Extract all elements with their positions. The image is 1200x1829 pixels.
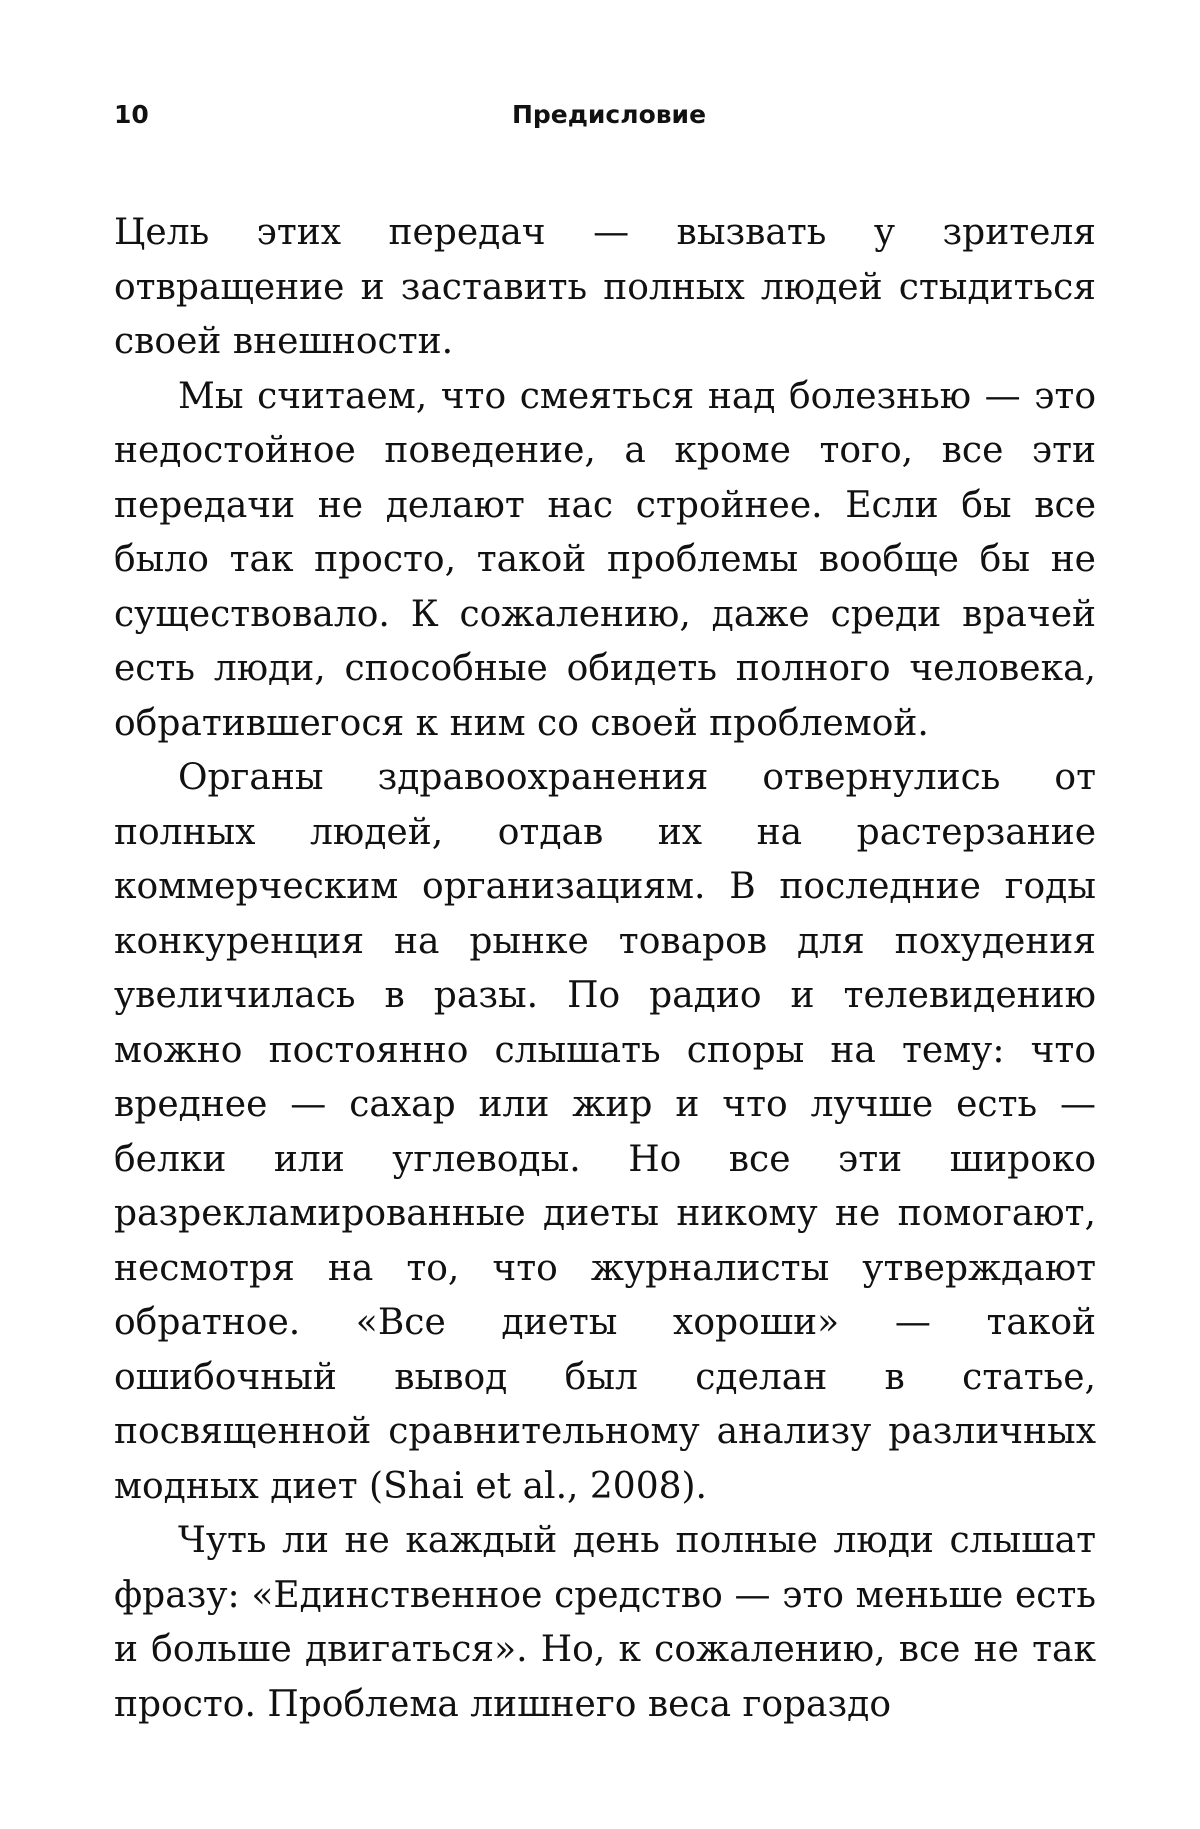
page-header [114, 100, 1104, 140]
paragraph: Цель этих передач — вызвать у зрителя отвращение и заставить полных людей стыдиться своей внешности. [114, 212, 1096, 362]
paragraph: Чуть ли не каждый день полные люди слышат фразу: «Единственное средство — это меньше есть и больше двигаться». Но, к сожалению, все не так просто. Проблема лишнего веса гораздо [114, 1520, 1096, 1725]
body-text [114, 206, 1096, 1732]
running-head: Предисловие [511, 100, 707, 129]
page-number: 10 [114, 100, 149, 129]
paragraph: Мы считаем, что смеяться над болезнью — это недостойное поведение, а кроме того, все эти передачи не делают нас стройнее. Если бы все было так просто, такой проблемы вообще бы не существовало. К сожалению, даже среди врачей есть люди, способные обидеть полного человека, обратившегося к ним со своей проблемой. [114, 375, 1096, 744]
paragraph: Органы здравоохранения отвернулись от полных людей, отдав их на растерзание коммерческим организациям. В последние годы конкуренция на рынке товаров для похудения увеличилась в разы. По радио и телевидению можно постоянно слышать споры на тему: что вреднее — сахар или жир и что лучше есть — белки или углеводы. Но все эти широко разрекламированные диеты никому не помогают, несмотря на то, что журналисты утверждают обратное. «Все диеты хороши» — такой ошибочный вывод был сделан в статье, посвященной сравнительному анализу различных модных диет (Shai et al., 2008). [114, 757, 1096, 1507]
